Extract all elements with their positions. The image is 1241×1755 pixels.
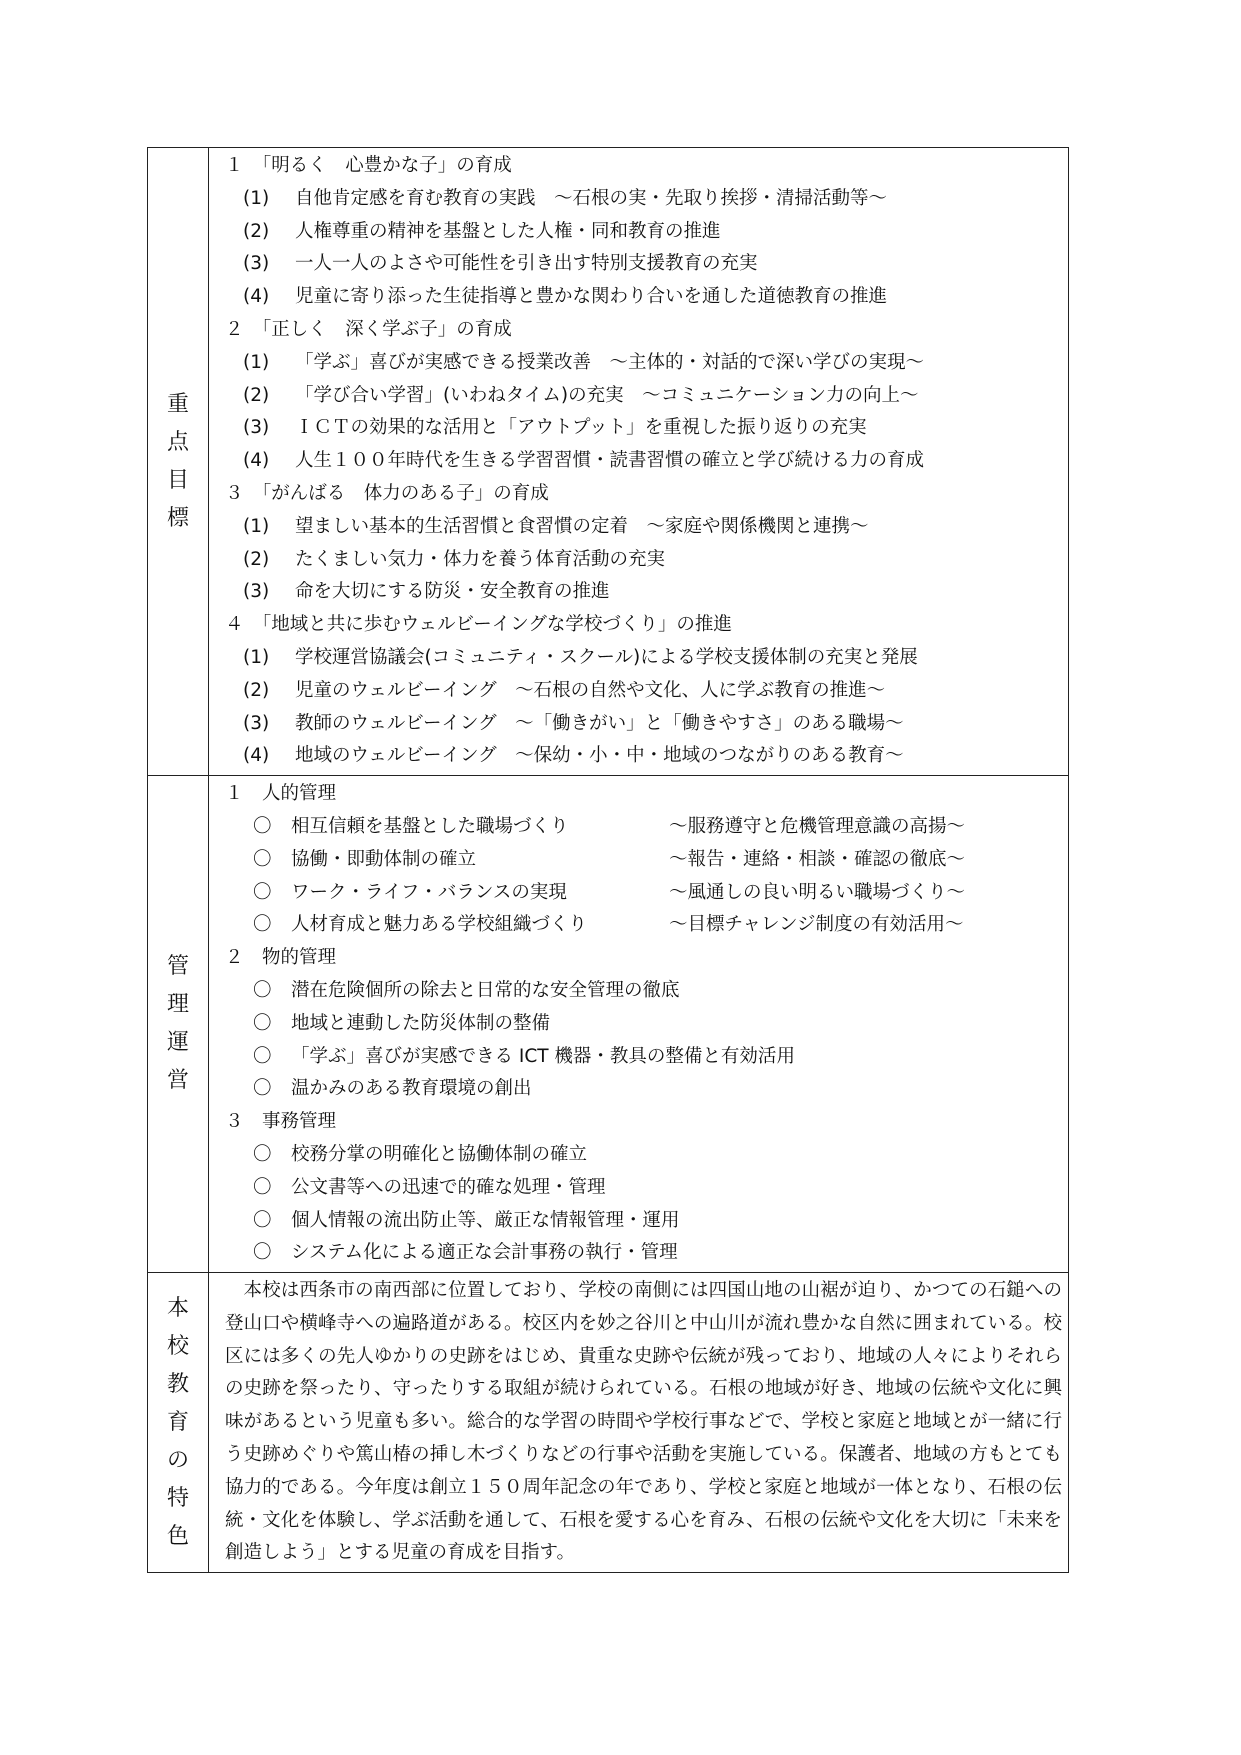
item-number: (3) <box>243 253 270 275</box>
item-note: ～風通しの良い明るい職場づくり～ <box>669 881 966 903</box>
item-note: ～目標チャレンジ制度の有効活用～ <box>669 914 964 936</box>
item-number: (3) <box>243 581 270 603</box>
list-item <box>225 380 1062 413</box>
section-label-char: 色 <box>166 1523 189 1549</box>
item-text: ２ 物的管理 <box>225 947 337 969</box>
section-label-char: 校 <box>166 1333 189 1359</box>
list-item <box>225 248 1062 281</box>
bullet-mark: 〇 <box>253 1045 272 1067</box>
item-number: (2) <box>243 679 270 701</box>
item-text: ３ 事務管理 <box>225 1111 337 1133</box>
item-text: 温かみのある教育環境の創出 <box>291 1078 532 1100</box>
goals-row <box>148 148 1069 776</box>
item-number: (3) <box>243 712 270 734</box>
section-label-char: 育 <box>166 1409 189 1435</box>
item-text: 地域のウェルビーイング ～保幼・小・中・地域のつながりのある教育～ <box>295 745 904 767</box>
list-item <box>225 877 1062 910</box>
goals-label <box>148 386 208 538</box>
list-item <box>225 1172 1062 1205</box>
section-heading <box>225 609 1062 642</box>
item-text: 命を大切にする防災・安全教育の推進 <box>295 581 610 603</box>
management-list <box>225 778 1062 1270</box>
item-number: (2) <box>243 548 270 570</box>
item-number: (1) <box>243 646 270 668</box>
list-item <box>225 1139 1062 1172</box>
list-item <box>225 675 1062 708</box>
item-number: (4) <box>243 745 270 767</box>
list-item <box>225 975 1062 1008</box>
section-label-char: 点 <box>166 429 189 455</box>
goals-label-cell <box>148 148 209 776</box>
section-label-char: 標 <box>166 505 189 531</box>
section-heading <box>225 150 1062 183</box>
features-label <box>148 1290 208 1556</box>
list-item <box>225 642 1062 675</box>
section-label-char: 運 <box>166 1030 189 1056</box>
list-item <box>225 844 1062 877</box>
item-text: 一人一人のよさや可能性を引き出す特別支援教育の充実 <box>295 253 758 275</box>
list-item <box>225 811 1062 844</box>
item-text: 「学ぶ」喜びが実感できる授業改善 ～主体的・対話的で深い学びの実現～ <box>295 351 925 373</box>
item-text: 人権尊重の精神を基盤とした人権・同和教育の推進 <box>295 220 721 242</box>
item-number: (2) <box>243 384 270 406</box>
item-text: 自他肯定感を育む教育の実践 ～石根の実・先取り挨拶・清掃活動等～ <box>295 187 888 209</box>
list-item <box>225 544 1062 577</box>
section-label-char: 教 <box>166 1371 189 1397</box>
item-text: 「学ぶ」喜びが実感できる ICT 機器・教具の整備と有効活用 <box>291 1045 795 1067</box>
item-number: (1) <box>243 515 270 537</box>
list-item <box>225 281 1062 314</box>
bullet-mark: 〇 <box>253 914 272 936</box>
item-text: 「学び合い学習」(いわねタイム)の充実 ～コミュニケーション力の向上～ <box>295 384 919 406</box>
item-text: 児童のウェルビーイング ～石根の自然や文化、人に学ぶ教育の推進～ <box>295 679 886 701</box>
item-text: 学校運営協議会(コミュニティ・スクール)による学校支援体制の充実と発展 <box>295 646 918 668</box>
section-label-char: 特 <box>166 1485 189 1511</box>
item-number: (4) <box>243 450 270 472</box>
section-heading <box>225 314 1062 347</box>
list-item <box>225 183 1062 216</box>
item-number: (2) <box>243 220 270 242</box>
section-label-char: 営 <box>166 1068 189 1094</box>
list-item <box>225 1041 1062 1074</box>
bullet-mark: 〇 <box>253 881 272 903</box>
section-label-char: 理 <box>166 992 189 1018</box>
item-text: ワーク・ライフ・バランスの実現 <box>291 881 567 903</box>
item-text: 相互信頼を基盤とした職場づくり <box>291 815 569 837</box>
item-text: 校務分掌の明確化と協働体制の確立 <box>291 1143 588 1165</box>
management-row <box>148 776 1069 1273</box>
item-text: １ 「明るく 心豊かな子」の育成 <box>225 155 512 176</box>
section-label-char: 重 <box>166 391 189 417</box>
list-item <box>225 347 1062 380</box>
list-item <box>225 740 1062 773</box>
list-item <box>225 909 1062 942</box>
item-text: 人材育成と魅力ある学校組織づくり <box>291 914 588 936</box>
section-heading <box>225 942 1062 975</box>
item-number: (4) <box>243 286 270 308</box>
item-text: 個人情報の流出防止等、厳正な情報管理・運用 <box>291 1209 680 1231</box>
item-note: ～服務遵守と危機管理意識の高揚～ <box>669 815 966 837</box>
goals-list <box>225 150 1062 773</box>
bullet-mark: 〇 <box>253 1209 272 1231</box>
goals-content <box>209 148 1069 776</box>
section-label-char: 目 <box>166 467 189 493</box>
item-text: たくましい気力・体力を養う体育活動の充実 <box>295 548 666 570</box>
item-text: 人生１００年時代を生きる学習習慣・読書習慣の確立と学び続ける力の育成 <box>295 450 925 472</box>
features-content <box>209 1273 1069 1573</box>
bullet-mark: 〇 <box>253 1176 272 1198</box>
item-text: 潜在危険個所の除去と日常的な安全管理の徹底 <box>291 979 680 1001</box>
list-item <box>225 216 1062 249</box>
item-text: 教師のウェルビーイング ～「働きがい」と「働きやすさ」のある職場～ <box>295 712 904 734</box>
item-text: システム化による適正な会計事務の執行・管理 <box>291 1242 678 1264</box>
school-plan-table <box>147 147 1069 1573</box>
item-text: １ 人的管理 <box>225 783 337 805</box>
management-label <box>148 948 208 1100</box>
section-label-char: 本 <box>166 1295 189 1321</box>
bullet-mark: 〇 <box>253 1078 272 1100</box>
features-label-cell <box>148 1273 209 1573</box>
section-heading <box>225 1106 1062 1139</box>
item-text: ２ 「正しく 深く学ぶ子」の育成 <box>225 318 512 340</box>
section-label-char: の <box>166 1447 189 1473</box>
item-text: 望ましい基本的生活習慣と食習慣の定着 ～家庭や関係機関と連携～ <box>295 515 869 537</box>
features-paragraph: 本校は西条市の南西部に位置しており、学校の南側には四国山地の山裾が迫り、かつての石鎚への登山口や横峰寺への遍路道がある。校区内を妙之谷川と中山川が流れ豊かな自然に囲まれている。校区には多くの先人ゆかりの史跡をはじめ、貴重な史跡や伝統が残っており、地域の人々によりそれらの史跡を祭ったり、守ったりする取組が続けられている。石根の地域が好き、地域の伝統や文化に興味があるという児童も多い。総合的な学習の時間や学校行事などで、学校と家庭と地域とが一緒に行う史跡めぐりや篤山椿の挿し木づくりなどの行事や活動を実施している。保護者、地域の方もとても協力的である。今年度は創立１５０周年記念の年であり、学校と家庭と地域が一体となり、石根の伝統・文化を体験し、学ぶ活動を通して、石根を愛する心を育み、石根の伝統や文化を大切に「未来を創造しよう」とする児童の育成を目指す。 <box>225 1280 1062 1564</box>
bullet-mark: 〇 <box>253 1012 272 1034</box>
bullet-mark: 〇 <box>253 848 272 870</box>
item-text: 地域と連動した防災体制の整備 <box>291 1012 551 1034</box>
item-note: ～報告・連絡・相談・確認の徹底～ <box>669 848 966 870</box>
bullet-mark: 〇 <box>253 979 272 1001</box>
bullet-mark: 〇 <box>253 815 272 837</box>
list-item <box>225 1237 1062 1270</box>
item-text: ４ 「地域と共に歩むウェルビーイングな学校づくり」の推進 <box>225 614 732 636</box>
item-text: 公文書等への迅速で的確な処理・管理 <box>291 1176 606 1198</box>
item-text: 協働・即動体制の確立 <box>291 848 477 870</box>
management-content <box>209 776 1069 1273</box>
item-text: ＩＣＴの効果的な活用と「アウトプット」を重視した振り返りの充実 <box>295 417 867 439</box>
section-heading <box>225 778 1062 811</box>
list-item <box>225 445 1062 478</box>
list-item <box>225 1205 1062 1238</box>
item-number: (1) <box>243 187 270 209</box>
bullet-mark: 〇 <box>253 1143 272 1165</box>
features-row <box>148 1273 1069 1573</box>
section-heading <box>225 478 1062 511</box>
bullet-mark: 〇 <box>253 1242 272 1264</box>
list-item <box>225 1073 1062 1106</box>
item-number: (3) <box>243 417 270 439</box>
management-label-cell <box>148 776 209 1273</box>
list-item <box>225 708 1062 741</box>
list-item <box>225 412 1062 445</box>
section-label-char: 管 <box>166 954 189 980</box>
list-item <box>225 576 1062 609</box>
item-text: ３ 「がんばる 体力のある子」の育成 <box>225 482 549 504</box>
list-item <box>225 511 1062 544</box>
list-item <box>225 1008 1062 1041</box>
item-number: (1) <box>243 351 270 373</box>
item-text: 児童に寄り添った生徒指導と豊かな関わり合いを通した道徳教育の推進 <box>295 286 888 308</box>
